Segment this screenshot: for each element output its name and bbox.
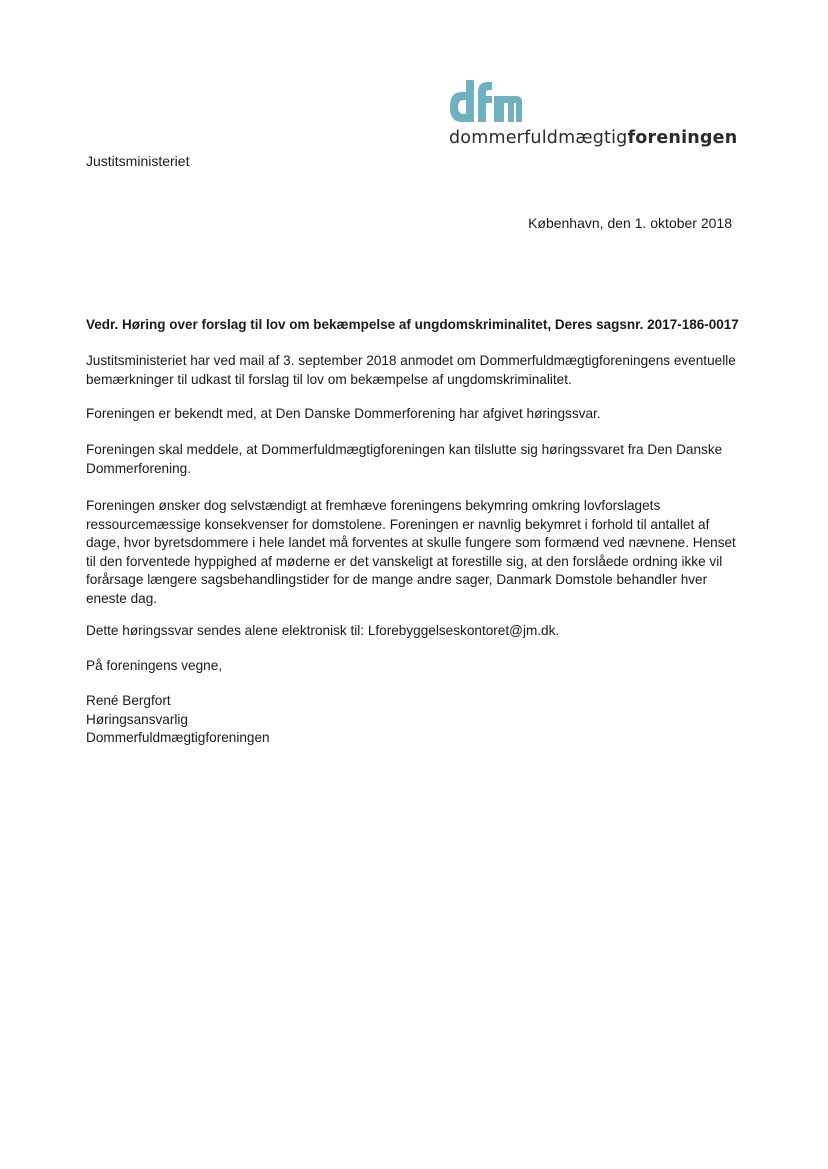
paragraph-1: Justitsministeriet har ved mail af 3. september 2018 anmodet om Dommerfuldmægtigforeningens eventuelle bemærkninger til udkast til forslag til lov om bekæmpelse af ungdomskriminalitet.: [86, 353, 736, 387]
closing-line: På foreningens vegne,: [86, 658, 223, 673]
logo-wordmark-bold: foreningen: [627, 128, 738, 148]
paragraph-4: Foreningen ønsker dog selvstændigt at fremhæve foreningens bekymring omkring lovforslagets ressourcemæssige konsekvenser for domstolene. Foreningen er navnlig bekymret i forhold til antallet af dage, hvor byretsdommere i hele landet må forventes at skulle fungere som formænd ved nævnene. Henset til den forventede hyppighed af møderne er det vanskeligt at forestille sig, at den forslåede ordning ikke vil forårsage længere sagsbehandlingstider for de mange andre sager, Danmark Domstole behandler hver eneste dag.: [86, 498, 736, 606]
signature-name: René Bergfort: [86, 693, 171, 708]
organization-logo-wordmark: [449, 128, 737, 148]
subject-line: Vedr. Høring over forslag til lov om bekæmpelse af ungdomskriminalitet, Deres sagsnr. 2017-186-0017: [86, 317, 739, 332]
date-line: København, den 1. oktober 2018: [528, 215, 732, 231]
dfm-logo-mark: [448, 78, 524, 126]
signature-organization: Dommerfuldmægtigforeningen: [86, 730, 270, 745]
signature-role: Høringsansvarlig: [86, 711, 188, 727]
logo-wordmark-regular: dommerfuldmægtig: [449, 128, 628, 148]
paragraph-3: Foreningen skal meddele, at Dommerfuldmægtigforeningen kan tilslutte sig høringssvaret fra Den Danske Dommerforening.: [86, 442, 723, 476]
paragraph-2: Foreningen er bekendt med, at Den Danske Dommerforening har afgivet høringssvar.: [86, 406, 601, 421]
recipient: Justitsministeriet: [86, 153, 190, 169]
paragraph-5: Dette høringssvar sendes alene elektronisk til: Lforebyggelseskontoret@jm.dk.: [86, 623, 560, 638]
organization-logo: [448, 78, 728, 126]
signature-block: [86, 692, 270, 748]
